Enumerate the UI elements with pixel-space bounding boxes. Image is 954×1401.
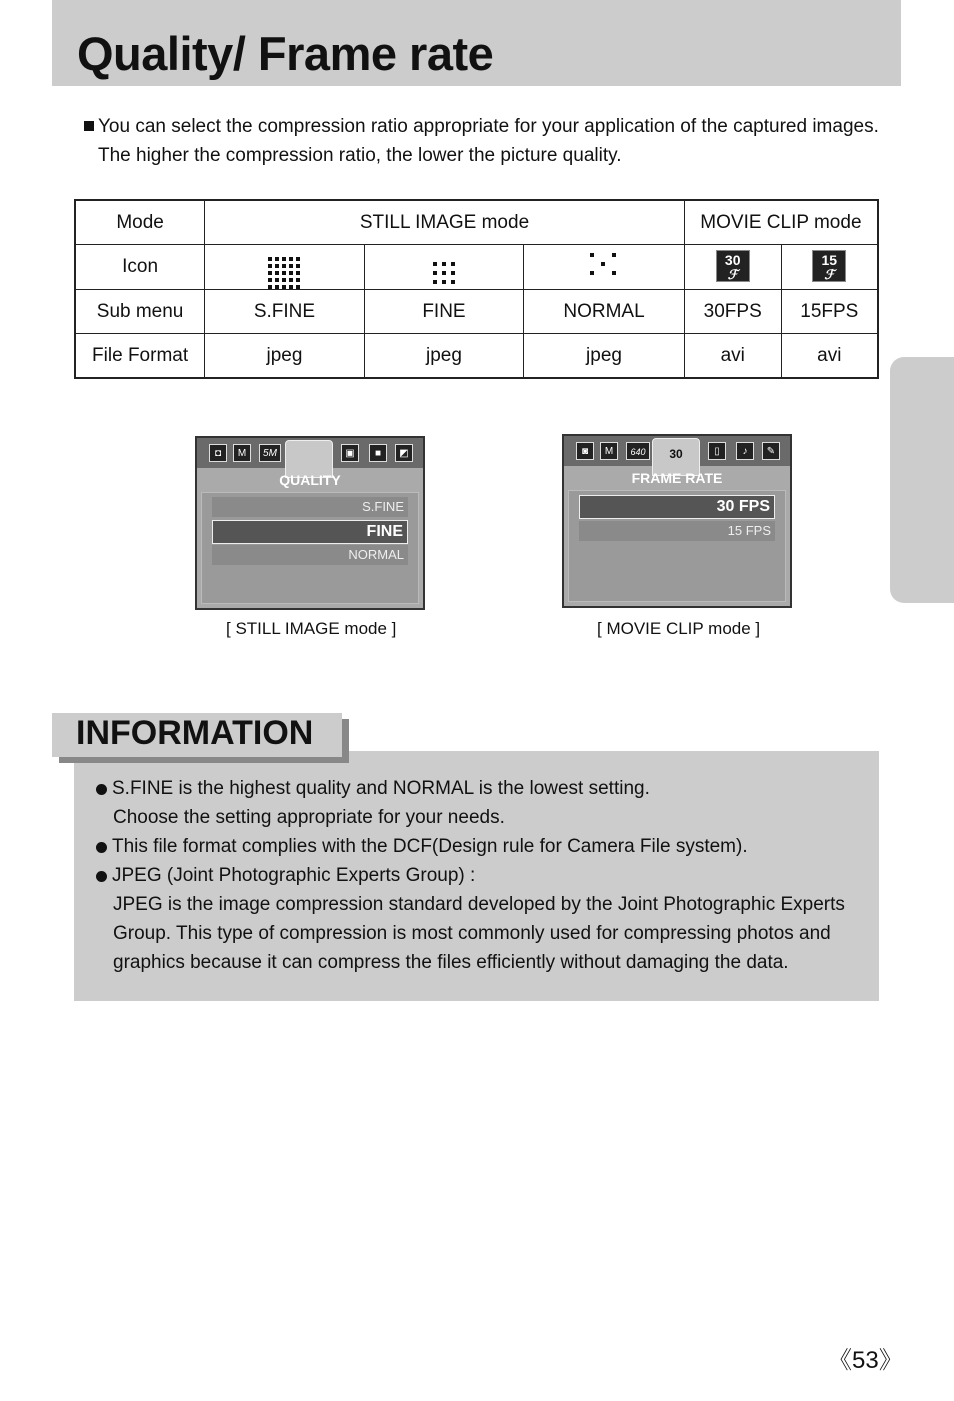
side-tab (890, 357, 954, 603)
voice-icon: ♪ (736, 442, 754, 460)
submenu-normal: NORMAL (524, 290, 685, 334)
table-row (75, 200, 878, 245)
movie-mode-header: MOVIE CLIP mode (684, 200, 878, 245)
info-bullet-2: This file format complies with the DCF(Design rule for Camera File system). (112, 836, 748, 857)
30fps-icon: 30 ℱ (716, 250, 750, 282)
format-cell: avi (781, 334, 878, 379)
15fps-icon-label: 15 (821, 251, 838, 268)
square-bullet-icon (84, 121, 94, 131)
info-bullet-3-line-4: graphics because it can compress the files efficiently without damaging the data. (113, 952, 789, 973)
pencil-icon: ✎ (762, 442, 780, 460)
movie-framerate-screen (562, 434, 792, 608)
menu-item-fine[interactable]: FINE (212, 520, 408, 544)
menu-item-sfine[interactable]: S.FINE (212, 497, 408, 517)
still-caption: [ STILL IMAGE mode ] (226, 619, 397, 638)
table-row (75, 290, 878, 334)
page-title: Quality/ Frame rate (77, 27, 494, 80)
still-mode-header: STILL IMAGE mode (205, 200, 685, 245)
row-label-icon: Icon (75, 245, 205, 290)
page-number: 《53》 (828, 1347, 903, 1374)
normal-icon (590, 251, 618, 277)
row-label-format: File Format (75, 334, 205, 379)
mode-m-icon: M (233, 444, 251, 462)
fine-icon (433, 262, 455, 284)
format-cell: jpeg (364, 334, 523, 379)
movie-caption: [ MOVIE CLIP mode ] (597, 619, 761, 638)
format-cell: jpeg (205, 334, 365, 379)
submenu-fine: FINE (364, 290, 523, 334)
information-heading: INFORMATION (76, 714, 314, 752)
quality-heading: QUALITY (279, 472, 341, 488)
info-bullet-3: JPEG (Joint Photographic Experts Group) : (112, 865, 476, 886)
sfine-icon (268, 257, 300, 289)
framerate-heading: FRAME RATE (631, 470, 723, 486)
camera-icon: ◘ (209, 444, 227, 462)
format-cell: avi (684, 334, 781, 379)
drive-icon: ■ (369, 444, 387, 462)
30fps-icon-label: 30 (724, 251, 741, 268)
title-bar (52, 0, 901, 86)
submenu-15fps: 15FPS (781, 290, 878, 334)
menu-item-30fps[interactable]: 30 FPS (579, 495, 775, 519)
menu-panel (201, 492, 419, 604)
table-row (75, 245, 878, 290)
info-bullet-1: S.FINE is the highest quality and NORMAL is the lowest setting. (112, 778, 650, 799)
effect-icon: ◩ (395, 444, 413, 462)
table-row (75, 334, 878, 379)
movie-camera-icon: ◙ (576, 442, 594, 460)
information-tab (52, 713, 342, 757)
size-5m-icon: 5M (259, 444, 281, 462)
submenu-30fps: 30FPS (684, 290, 781, 334)
format-cell: jpeg (524, 334, 685, 379)
intro-line-2: The higher the compression ratio, the lower the picture quality. (98, 145, 622, 166)
row-label-mode: Mode (75, 200, 205, 245)
intro-line-1: You can select the compression ratio appropriate for your application of the captured images. (98, 116, 879, 137)
menu-item-15fps[interactable]: 15 FPS (579, 521, 775, 541)
information-text (96, 774, 866, 977)
info-bullet-3-line-2: JPEG is the image compression standard developed by the Joint Photographic Experts (113, 894, 845, 915)
stabilizer-icon: ▯ (708, 442, 726, 460)
still-quality-screen (195, 436, 425, 610)
info-bullet-3-line-3: Group. This type of compression is most commonly used for compressing photos and (113, 923, 831, 944)
bullet-icon (96, 842, 107, 853)
15fps-icon: 15 ℱ (812, 250, 846, 282)
quality-table (74, 199, 879, 379)
menu-item-normal[interactable]: NORMAL (212, 545, 408, 565)
row-label-submenu: Sub menu (75, 290, 205, 334)
intro-text (84, 112, 879, 170)
mode-m-icon: M (600, 442, 618, 460)
info-bullet-1-cont: Choose the setting appropriate for your needs. (113, 807, 505, 828)
framerate-tab-icon: 30 (652, 438, 700, 476)
menu-panel (568, 490, 786, 602)
bullet-icon (96, 871, 107, 882)
size-640-icon: 640 (626, 442, 650, 460)
bullet-icon (96, 784, 107, 795)
submenu-sfine: S.FINE (205, 290, 365, 334)
metering-icon: ▣ (341, 444, 359, 462)
